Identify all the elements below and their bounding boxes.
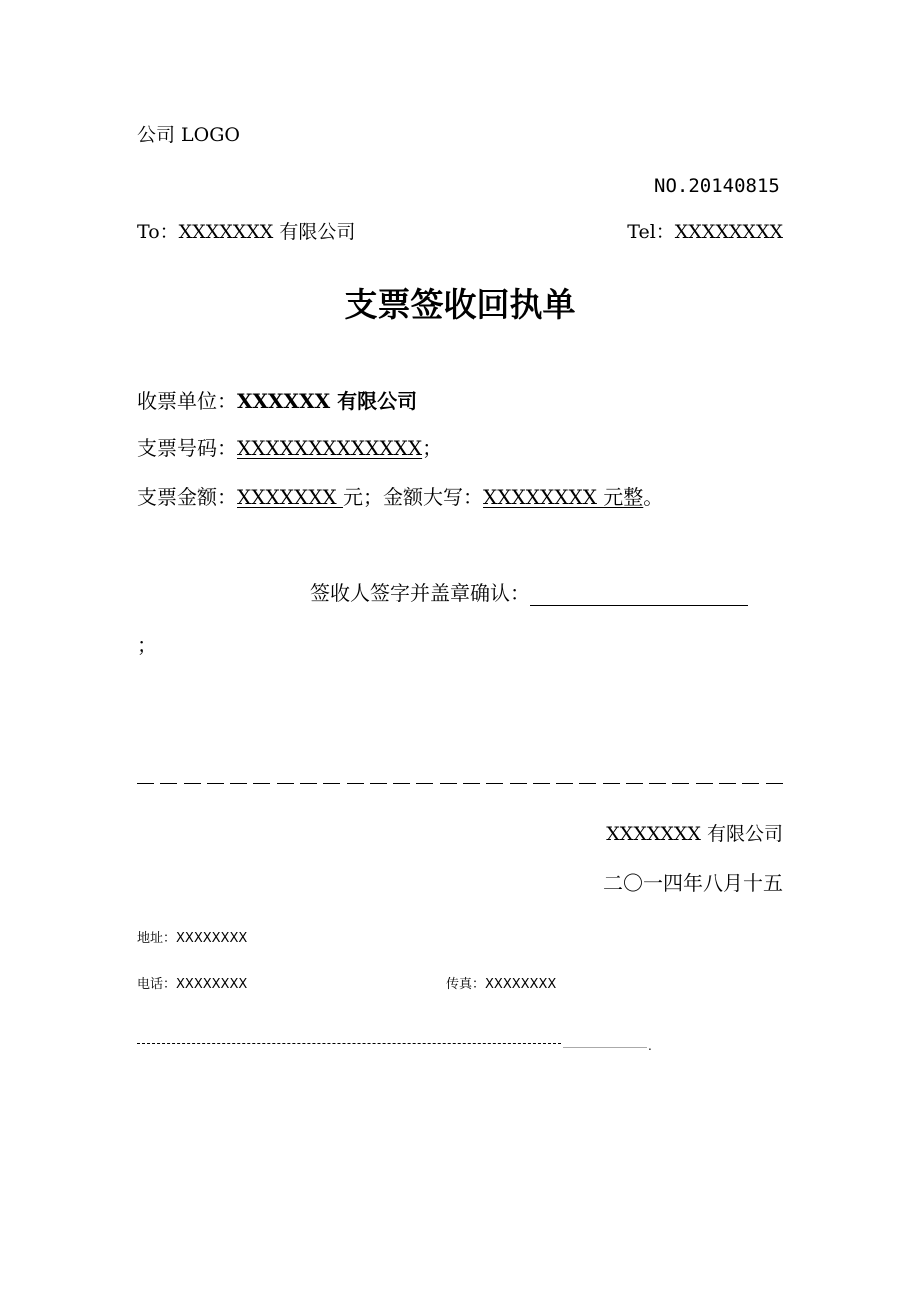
separator-dash — [277, 783, 294, 784]
cheque-number-line — [137, 435, 442, 461]
tel-value: XXXXXXXX — [674, 221, 783, 243]
separator-dash — [230, 783, 247, 784]
separator-dash — [486, 783, 503, 784]
signature-label: 签收人签字并盖章确认： — [310, 581, 530, 605]
amount-unit: 元； — [343, 485, 384, 509]
address-label: 地址： — [137, 931, 177, 946]
tear-line-separator — [137, 772, 783, 784]
separator-dash — [510, 783, 527, 784]
separator-dash — [416, 783, 433, 784]
phone-label: 电话： — [137, 977, 177, 992]
tel-label: Tel： — [627, 221, 675, 243]
address-value: XXXXXXXX — [176, 931, 248, 946]
footer-company: XXXXXXX 有限公司 — [606, 823, 783, 845]
fax-line — [446, 976, 556, 994]
amount-words-value: XXXXXXXX 元整 — [483, 485, 644, 509]
fax-value: XXXXXXXX — [485, 977, 557, 992]
separator-dash — [440, 783, 457, 784]
recipient-line — [137, 219, 355, 245]
address-line — [137, 930, 247, 948]
separator-dash — [323, 783, 340, 784]
separator-dash — [742, 783, 759, 784]
separator-dash — [160, 783, 177, 784]
separator-dash — [393, 783, 410, 784]
separator-dash — [253, 783, 270, 784]
separator-dash — [696, 783, 713, 784]
separator-dash — [347, 783, 364, 784]
separator-dash — [533, 783, 550, 784]
cheque-number-value: XXXXXXXXXXXXX — [237, 436, 423, 460]
separator-dash — [370, 783, 387, 784]
separator-dash — [137, 783, 154, 784]
signature-line — [310, 580, 748, 606]
to-label: To： — [137, 221, 179, 243]
cheque-number-label: 支票号码： — [137, 436, 237, 460]
bottom-dashed-rule — [137, 1043, 561, 1046]
cheque-number-suffix: ； — [422, 436, 443, 460]
amount-value: XXXXXXX — [237, 485, 344, 509]
separator-dash — [556, 783, 573, 784]
payee-line — [137, 388, 417, 414]
document-title: 支票签收回执单 — [344, 285, 576, 324]
document-number: NO.20140815 — [654, 175, 780, 197]
separator-dash — [649, 783, 666, 784]
signature-trailing-mark: ； — [137, 633, 157, 657]
separator-dash — [463, 783, 480, 784]
footer-date: 二〇一四年八月十五 — [603, 871, 783, 895]
phone-line — [137, 976, 247, 994]
separator-dash — [626, 783, 643, 784]
separator-dash — [184, 783, 201, 784]
separator-dash — [300, 783, 317, 784]
bottom-trailing-rule — [563, 1047, 647, 1048]
amount-words-label: 金额大写： — [383, 485, 484, 509]
separator-dash — [672, 783, 689, 784]
bottom-trailing-dot: . — [648, 1039, 652, 1053]
separator-dash — [766, 783, 783, 784]
to-value: XXXXXXX 有限公司 — [178, 221, 356, 243]
separator-dash — [719, 783, 736, 784]
fax-label: 传真： — [446, 977, 486, 992]
company-logo-text: 公司 LOGO — [137, 124, 240, 146]
separator-dash — [579, 783, 596, 784]
separator-dash — [207, 783, 224, 784]
separator-dash — [603, 783, 620, 784]
amount-line — [137, 484, 663, 510]
amount-words-suffix: 。 — [643, 485, 664, 509]
signature-blank[interactable] — [530, 583, 748, 606]
payee-value: XXXXXX 有限公司 — [237, 389, 418, 413]
amount-label: 支票金额： — [137, 485, 237, 509]
payee-label: 收票单位： — [137, 389, 237, 413]
tel-line — [627, 219, 783, 245]
phone-value: XXXXXXXX — [176, 977, 248, 992]
